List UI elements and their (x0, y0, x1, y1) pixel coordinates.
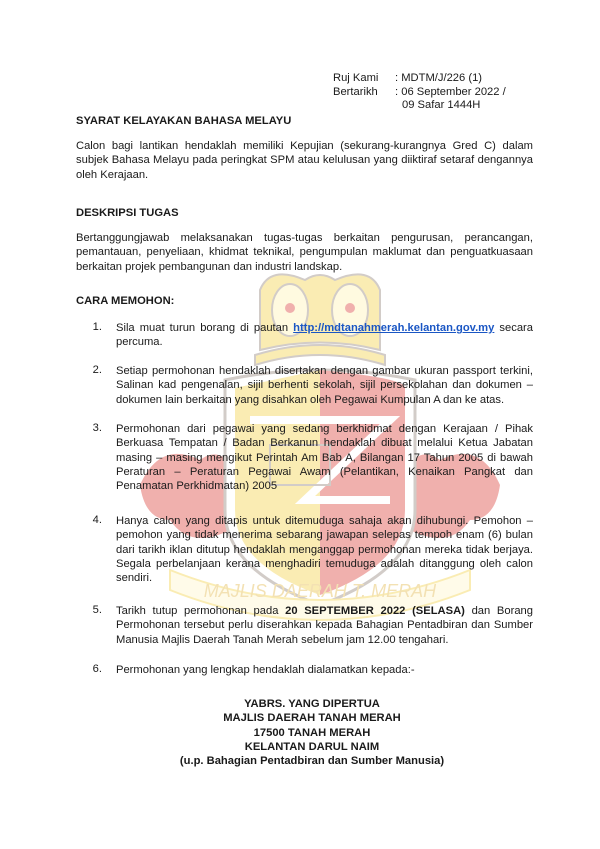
eligibility-heading: SYARAT KELAYAKAN BAHASA MELAYU (76, 115, 292, 127)
reference-block (333, 72, 506, 113)
reference-label: Ruj Kami (333, 72, 379, 84)
step-text: Tarikh tutup permohonan pada (116, 605, 286, 617)
duties-heading: DESKRIPSI TUGAS (76, 207, 179, 219)
step-text: secara percuma. (116, 322, 533, 349)
crest-banner-text: MAJLIS DAERAH T. MERAH (203, 581, 437, 601)
apply-section (76, 295, 533, 307)
list-item (76, 422, 533, 493)
list-item (76, 514, 533, 585)
crown-icon (255, 274, 385, 365)
reference-row (333, 86, 506, 100)
apply-heading: CARA MEMOHON: (76, 295, 175, 307)
list-item-number: 3. (92, 422, 102, 434)
address-line: YABRS. YANG DIPERTUA (244, 698, 380, 710)
address-line: MAJLIS DAERAH TANAH MERAH (223, 712, 401, 725)
mailing-address (0, 697, 600, 768)
list-item (76, 364, 533, 407)
list-item-number: 5. (92, 604, 102, 616)
list-item-text (116, 321, 533, 350)
list-item (76, 321, 533, 350)
duties-text: Bertanggungjawab melaksanakan tugas-tugas berkaitan pengurusan, perancangan, pemantauan, penyeliaan, khidmat teknikal, pengumpulan maklumat dan penguatkuasaan berkaitan projek pembangunan dan industri landskap. (76, 232, 533, 273)
list-item (76, 604, 533, 647)
list-item-text: Hanya calon yang ditapis untuk ditemuduga sahaja akan dihubungi. Pemohon – pemohon yang tidak menerima sebarang jawapan selepas tempoh enam (6) bulan dari tarikh iklan ditutup hendaklah menganggap permohonan mereka tidak berjaya. Segala perbelanjaan kerana menghadiri temuduga adalah ditanggung oleh calon sendiri. (116, 515, 533, 585)
download-form-link[interactable]: http://mdtanahmerah.kelantan.gov.my (293, 322, 495, 334)
list-item-text: Permohonan yang lengkap hendaklah dialamatkan kepada:- (116, 664, 415, 676)
list-item-text: Permohonan dari pegawai yang sedang berkhidmat dengan Kerajaan / Pihak Berkuasa Tempatan / Badan Berkanun hendaklah dibuat melalui Ketua Jabatan masing – masing mengikut Perintah Am Bab A, Bilangan 17 Tahun 2005 di bawah Peraturan – Peraturan Pegawai Awam (Pelantikan, Kenaikan Pangkat dan Penamatan Perkhidmatan) 2005 (116, 423, 533, 493)
list-item-number: 2. (92, 364, 102, 376)
list-item-text (116, 604, 533, 647)
eligibility-section (76, 115, 533, 182)
closing-date: 20 SEPTEMBER 2022 (SELASA) (285, 605, 465, 617)
hijri-date: 09 Safar 1444H (402, 99, 481, 111)
step-text: dan Borang Permohonan tersebut perlu diserahkan kepada Bahagian Pentadbiran dan Sumber Manusia Majlis Daerah Tanah Merah sebelum jam 12.00 tengahari. (116, 605, 533, 646)
address-line: KELANTAN DARUL NAIM (244, 740, 380, 753)
step-text: Sila muat turun borang di pautan (116, 322, 294, 334)
list-item-number: 6. (92, 663, 102, 675)
list-item-number: 4. (92, 514, 102, 526)
duties-section (76, 207, 533, 274)
list-item-text: Setiap permohonan hendaklah disertakan dengan gambar ukuran passport terkini, Salinan kad pengenalan, sijil berhenti sekolah, sijil persekolahan dan dokumen – dokumen lain berkaitan yang disahkan oleh Pegawai Kumpulan A dan ke atas. (116, 365, 533, 406)
eligibility-text: Calon bagi lantikan hendaklah memiliki Kepujian (sekurang-kurangnya Gred C) dalam subjek Bahasa Melayu pada peringkat SPM atau kelulusan yang diiktiraf setaraf dengannya oleh Kerajaan. (76, 140, 533, 181)
list-item (76, 663, 533, 677)
address-line: 17500 TANAH MERAH (253, 726, 371, 739)
reference-number: : MDTM/J/226 (1) (395, 72, 483, 84)
reference-row (333, 72, 506, 86)
list-item-number: 1. (92, 321, 102, 333)
date-label: Bertarikh (333, 85, 378, 98)
address-line: (u.p. Bahagian Pentadbiran dan Sumber Manusia) (179, 755, 445, 768)
date-value: : 06 September 2022 / (395, 85, 506, 98)
